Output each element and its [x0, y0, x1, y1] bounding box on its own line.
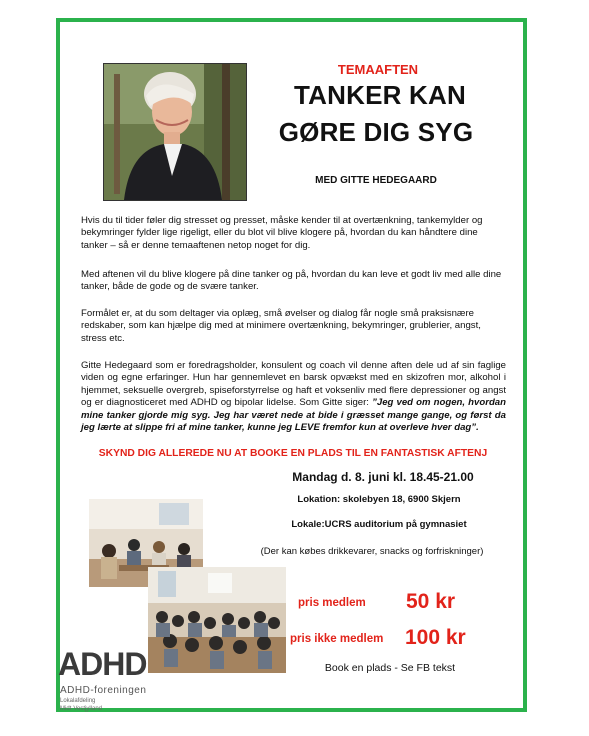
title-line-1: TANKER KAN — [294, 80, 466, 110]
logo-subtitle-1: Lokalafdeling — [60, 698, 96, 704]
speaker-bio: Gitte Hedegaard som er foredragsholder, konsulent og coach vil denne aften dele ud af sin faglige viden og egne erfaringer. Hun har gennemlevet en barsk opvækst med en skizofren mor, alkohol i hjemmet, seksuelle overgreb, spiseforstyrrelse og haft et voksenliv med flere depressioner og angst og er diagnosticeret med ADHD og bipolar lidelse. Som Gitte siger: — [81, 360, 506, 409]
event-type-label: TEMAAFTEN — [337, 62, 419, 77]
member-price-value: 50 kr — [406, 590, 456, 613]
nonmember-price-value: 100 kr — [405, 626, 466, 649]
event-date: Mandag d. 8. juni kl. 18.45-21.00 — [292, 470, 474, 484]
event-location: Lokation: skolebyen 18, 6900 Skjern — [297, 494, 461, 505]
event-photo-large — [148, 567, 286, 673]
refreshments-note: (Der kan købes drikkevarer, snacks og forfriskninger) — [260, 546, 484, 557]
speaker-photo — [103, 63, 247, 201]
logo-organization-name: ADHD-foreningen — [60, 685, 147, 696]
benefit-paragraph: Med aftenen vil du blive klogere på dine tanker og på, hvordan du kan leve et godt liv med alle dine tanker, både de gode og de svære tanker. — [81, 269, 502, 293]
booking-note: Book en plads - Se FB tekst — [324, 662, 456, 674]
intro-paragraph: Hvis du til tider føler dig stresset og presset, måske kender til at overtænkning, tankemylder og bekymringer fylder lige rigeligt, eller du blot vil blive klogere på, hvordan du kan håndtere dine tanker – så er denne temaaftenen netop noget for dig. — [81, 215, 483, 251]
cta-text: SKYND DIG ALLEREDE NU AT BOOKE EN PLADS TIL EN FANTASTISK AFTEN — [98, 448, 482, 459]
adhd-logo-mark: ADHD — [58, 646, 147, 682]
booking-call-to-action — [78, 448, 508, 459]
logo-subtitle-2: Midt-Vestjylland — [60, 706, 103, 712]
host-label: MED GITTE HEDEGAARD — [315, 175, 437, 186]
nonmember-price-label: pris ikke medlem — [290, 633, 384, 645]
event-venue: Lokale:UCRS auditorium på gymnasiet — [291, 519, 467, 530]
speaker-quote: ”Jeg ved om nogen, hvordan mine tanker gjorde mig syg. Jeg har været nede at bide i græsset mange gange, og først da jeg lærte at slippe fri af mine tanker, kunne jeg LEVE fremfor kun at overleve hver dag”. — [81, 397, 506, 434]
speaker-paragraph — [81, 360, 506, 434]
cta-mark: J — [481, 448, 488, 459]
title-line-2: GØRE DIG SYG — [278, 117, 474, 147]
purpose-paragraph: Formålet er, at du som deltager via oplæg, små øvelser og dialog får nogle små praksisnære redskaber, som kan hjælpe dig med at minimere overtænkning, bekymringer, grublerier, angst, stress etc. — [81, 308, 481, 344]
member-price-label: pris medlem — [298, 597, 366, 609]
